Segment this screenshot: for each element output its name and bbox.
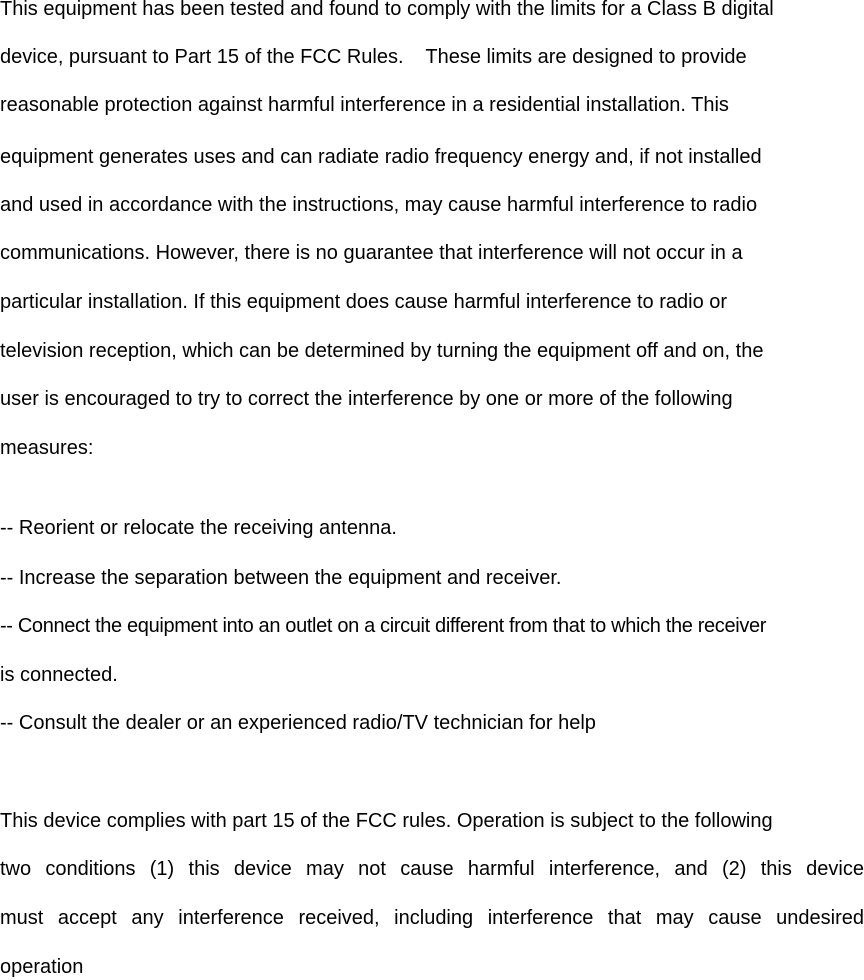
paragraph1-line-3: reasonable protection against harmful interference in a residential installation. This [0,94,729,116]
paragraph1-line-2: device, pursuant to Part 15 of the FCC Rules. These limits are designed to provide [0,46,747,68]
measure-item-4: -- Consult the dealer or an experienced radio/TV technician for help [0,712,596,734]
measure-item-2: -- Increase the separation between the equipment and receiver. [0,567,562,589]
paragraph1-line-8: television reception, which can be determined by turning the equipment off and on, the [0,340,764,362]
paragraph2-line-1: This device complies with part 15 of the FCC rules. Operation is subject to the following [0,810,773,832]
paragraph2-line-2: two conditions (1) this device may not cause harmful interference, and (2) this device [0,858,864,880]
measure-item-1: -- Reorient or relocate the receiving antenna. [0,517,397,539]
paragraph1-line-1: This equipment has been tested and found to comply with the limits for a Class B digital [0,0,774,20]
paragraph1-line-9: user is encouraged to try to correct the interference by one or more of the following [0,388,733,410]
measure-item-3: -- Connect the equipment into an outlet on a circuit different from that to which the receiver [0,615,767,637]
paragraph1-line-7: particular installation. If this equipment does cause harmful interference to radio or [0,291,728,313]
measure-item-3-continued: is connected. [0,664,118,686]
paragraph1-line-10: measures: [0,437,94,459]
paragraph1-line-6: communications. However, there is no guarantee that interference will not occur in a [0,242,743,264]
paragraph2-line-4: operation [0,956,84,978]
paragraph1-line-4: equipment generates uses and can radiate radio frequency energy and, if not installed [0,146,762,168]
paragraph2-line-3: must accept any interference received, including interference that may cause undesired [0,907,864,929]
paragraph1-line-5: and used in accordance with the instructions, may cause harmful interference to radio [0,194,758,216]
